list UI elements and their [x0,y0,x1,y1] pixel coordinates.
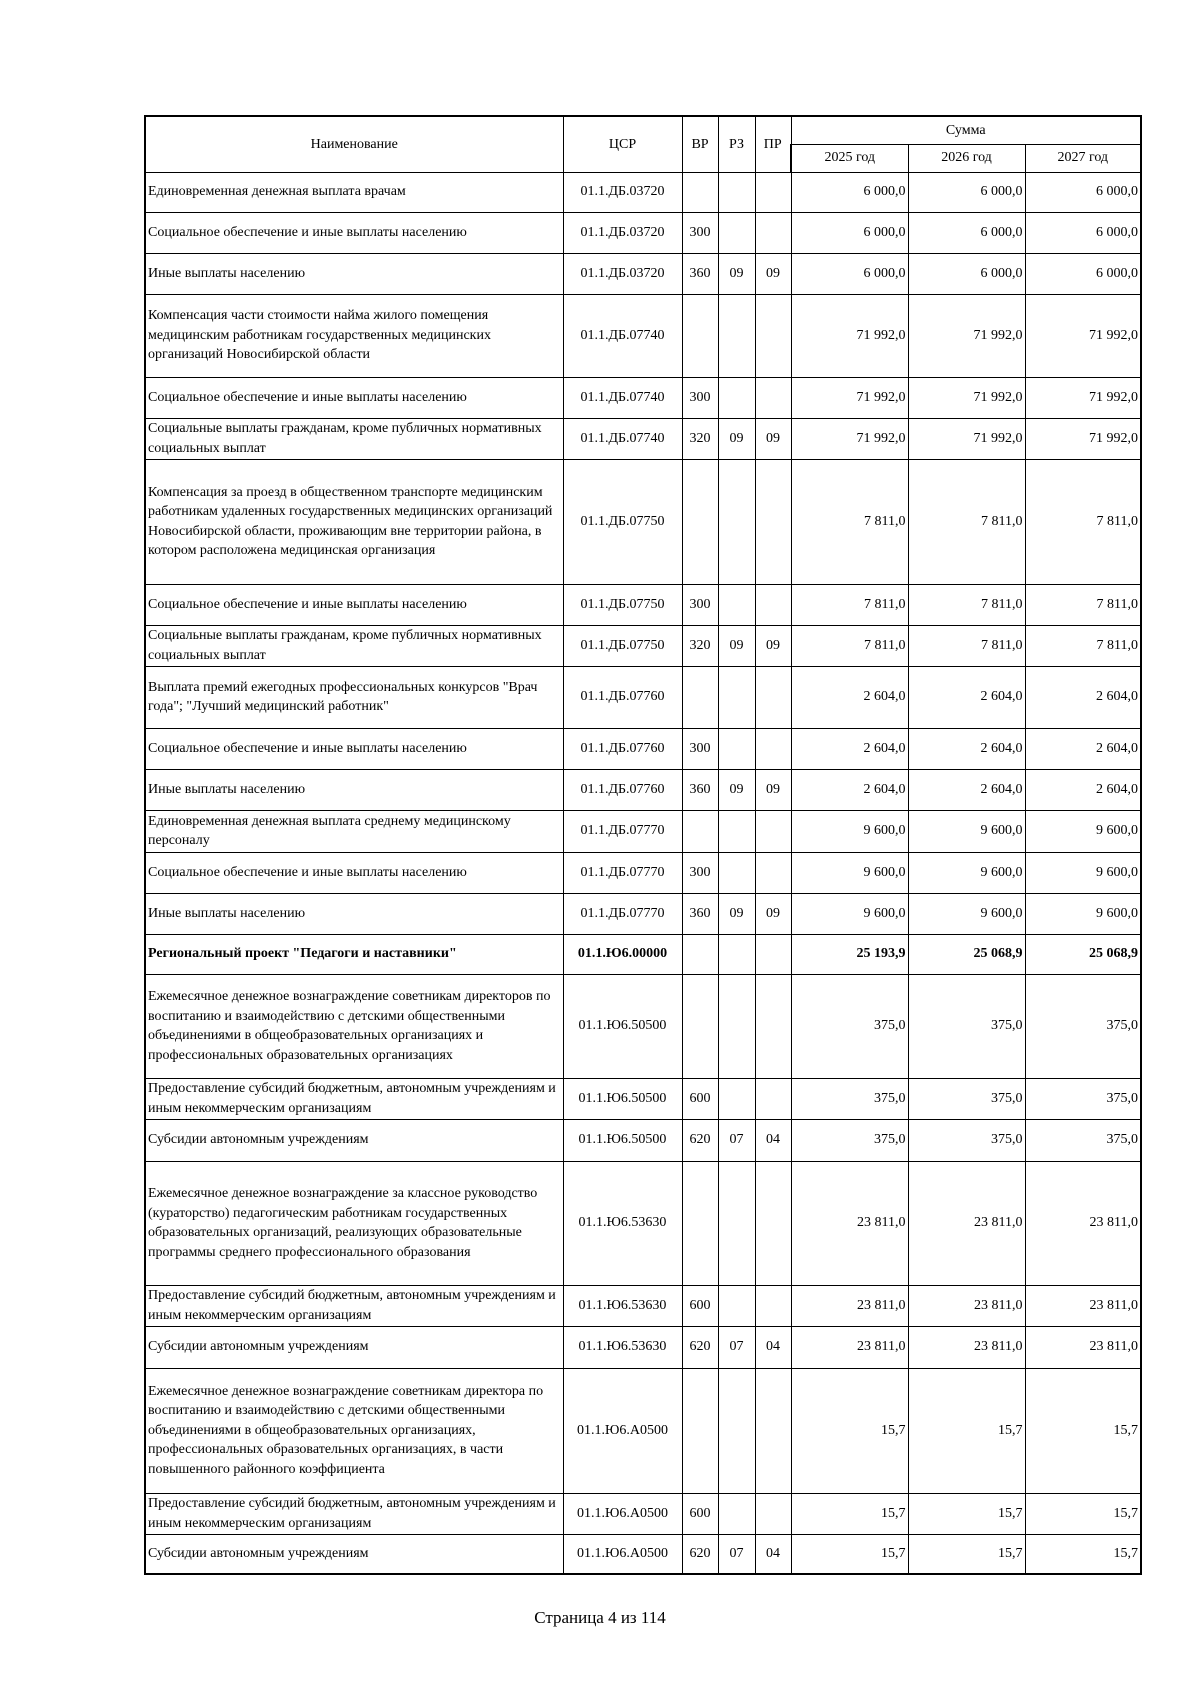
cell-name: Социальные выплаты гражданам, кроме публичных нормативных социальных выплат [145,418,563,459]
cell-2026: 9 600,0 [908,810,1025,852]
cell-vr [682,172,718,212]
table-row [145,893,1141,934]
table-row [145,1534,1141,1574]
cell-2026: 15,7 [908,1493,1025,1534]
cell-csr: 01.1.ДБ.07760 [563,769,682,810]
cell-2027: 2 604,0 [1025,666,1141,728]
cell-2025: 7 811,0 [791,625,908,666]
cell-csr: 01.1.ДБ.07760 [563,728,682,769]
cell-2027: 71 992,0 [1025,418,1141,459]
cell-2026: 15,7 [908,1368,1025,1493]
cell-rz: 07 [718,1119,755,1161]
cell-name: Иные выплаты населению [145,893,563,934]
cell-vr: 300 [682,584,718,625]
table-row [145,1368,1141,1493]
cell-rz [718,810,755,852]
cell-2025: 9 600,0 [791,852,908,893]
cell-2025: 71 992,0 [791,294,908,377]
cell-rz [718,974,755,1078]
cell-rz [718,584,755,625]
cell-2026: 71 992,0 [908,418,1025,459]
cell-2027: 15,7 [1025,1368,1141,1493]
cell-2026: 9 600,0 [908,893,1025,934]
header-pr: ПР [755,116,791,172]
cell-pr [755,852,791,893]
cell-2026: 23 811,0 [908,1285,1025,1326]
cell-vr: 600 [682,1078,718,1119]
cell-pr [755,172,791,212]
cell-vr: 300 [682,212,718,253]
table-row [145,418,1141,459]
cell-csr: 01.1.ДБ.03720 [563,253,682,294]
cell-csr: 01.1.ДБ.07770 [563,852,682,893]
cell-2027: 7 811,0 [1025,625,1141,666]
cell-pr: 04 [755,1534,791,1574]
cell-name: Субсидии автономным учреждениям [145,1119,563,1161]
cell-2025: 25 193,9 [791,934,908,974]
cell-pr [755,934,791,974]
cell-2025: 23 811,0 [791,1326,908,1368]
cell-2027: 9 600,0 [1025,810,1141,852]
cell-vr [682,934,718,974]
cell-2027: 23 811,0 [1025,1285,1141,1326]
header-sum: Сумма [791,116,1141,144]
cell-csr: 01.1.Ю6.А0500 [563,1368,682,1493]
cell-csr: 01.1.Ю6.53630 [563,1285,682,1326]
cell-pr [755,1493,791,1534]
cell-name: Предоставление субсидий бюджетным, автономным учреждениям и иным некоммерческим организациям [145,1078,563,1119]
cell-name: Единовременная денежная выплата врачам [145,172,563,212]
cell-name: Иные выплаты населению [145,769,563,810]
cell-rz: 09 [718,769,755,810]
cell-2025: 23 811,0 [791,1161,908,1285]
cell-2025: 15,7 [791,1534,908,1574]
cell-2027: 6 000,0 [1025,253,1141,294]
cell-2025: 6 000,0 [791,212,908,253]
cell-2027: 375,0 [1025,974,1141,1078]
cell-csr: 01.1.ДБ.07770 [563,810,682,852]
budget-table [144,115,1142,1575]
cell-csr: 01.1.ДБ.07760 [563,666,682,728]
cell-2027: 23 811,0 [1025,1161,1141,1285]
table-row [145,253,1141,294]
cell-2026: 71 992,0 [908,377,1025,418]
cell-csr: 01.1.Ю6.50500 [563,1078,682,1119]
header-year-2027: 2027 год [1025,144,1141,172]
cell-vr: 320 [682,418,718,459]
cell-vr: 360 [682,893,718,934]
cell-csr: 01.1.ДБ.07750 [563,625,682,666]
cell-2027: 71 992,0 [1025,294,1141,377]
cell-2025: 7 811,0 [791,584,908,625]
header-year-2026: 2026 год [908,144,1025,172]
cell-name: Социальное обеспечение и иные выплаты населению [145,377,563,418]
cell-2027: 15,7 [1025,1534,1141,1574]
cell-2026: 2 604,0 [908,728,1025,769]
cell-pr [755,1285,791,1326]
cell-2025: 23 811,0 [791,1285,908,1326]
cell-rz [718,172,755,212]
cell-2025: 6 000,0 [791,172,908,212]
cell-pr: 04 [755,1326,791,1368]
cell-2027: 6 000,0 [1025,172,1141,212]
table-row [145,625,1141,666]
cell-vr [682,810,718,852]
cell-name: Субсидии автономным учреждениям [145,1534,563,1574]
cell-2026: 9 600,0 [908,852,1025,893]
page-footer: Страница 4 из 114 [534,1608,666,1627]
cell-csr: 01.1.ДБ.07740 [563,418,682,459]
cell-vr: 320 [682,625,718,666]
cell-2026: 2 604,0 [908,666,1025,728]
cell-pr [755,974,791,1078]
table-row [145,1493,1141,1534]
cell-2026: 25 068,9 [908,934,1025,974]
cell-rz [718,1493,755,1534]
cell-pr: 09 [755,769,791,810]
table-row [145,172,1141,212]
cell-2026: 6 000,0 [908,212,1025,253]
cell-csr: 01.1.ДБ.03720 [563,172,682,212]
header-vr: ВР [682,116,718,172]
cell-2025: 7 811,0 [791,459,908,584]
table-row [145,974,1141,1078]
cell-rz [718,1368,755,1493]
cell-csr: 01.1.ДБ.07740 [563,294,682,377]
cell-2027: 7 811,0 [1025,584,1141,625]
cell-2026: 23 811,0 [908,1161,1025,1285]
cell-pr [755,459,791,584]
table-row [145,728,1141,769]
cell-2025: 9 600,0 [791,810,908,852]
cell-pr: 04 [755,1119,791,1161]
cell-pr [755,810,791,852]
cell-2026: 7 811,0 [908,459,1025,584]
cell-rz [718,852,755,893]
cell-name: Иные выплаты населению [145,253,563,294]
table-body [145,172,1141,1574]
cell-name: Субсидии автономным учреждениям [145,1326,563,1368]
cell-2025: 71 992,0 [791,377,908,418]
cell-2026: 6 000,0 [908,253,1025,294]
cell-2026: 375,0 [908,974,1025,1078]
cell-csr: 01.1.ДБ.07770 [563,893,682,934]
cell-vr [682,459,718,584]
cell-rz: 07 [718,1534,755,1574]
cell-rz: 09 [718,625,755,666]
cell-name: Ежемесячное денежное вознаграждение советникам директора по воспитанию и взаимодействию с детскими общественными объединениями в общеобразовательных организациях, профессиональных образовательных организациях, в части повышенного районного коэффициента [145,1368,563,1493]
cell-2025: 15,7 [791,1493,908,1534]
cell-csr: 01.1.Ю6.00000 [563,934,682,974]
cell-vr: 300 [682,852,718,893]
cell-2025: 9 600,0 [791,893,908,934]
cell-rz [718,1078,755,1119]
cell-2027: 6 000,0 [1025,212,1141,253]
cell-2027: 2 604,0 [1025,728,1141,769]
cell-csr: 01.1.ДБ.03720 [563,212,682,253]
cell-vr: 360 [682,253,718,294]
cell-name: Ежемесячное денежное вознаграждение советникам директоров по воспитанию и взаимодействию с детскими общественными объединениями в общеобразовательных организациях и профессиональных образовательных организациях [145,974,563,1078]
cell-rz [718,1285,755,1326]
cell-name: Региональный проект "Педагоги и наставники" [145,934,563,974]
cell-vr [682,974,718,1078]
cell-rz: 07 [718,1326,755,1368]
cell-vr: 600 [682,1285,718,1326]
cell-2027: 23 811,0 [1025,1326,1141,1368]
table-header [145,116,1141,172]
cell-vr [682,294,718,377]
cell-name: Ежемесячное денежное вознаграждение за классное руководство (кураторство) педагогическим работникам государственных образовательных организаций, реализующих образовательные программы среднего профессионального образования [145,1161,563,1285]
table-row [145,1285,1141,1326]
cell-vr: 620 [682,1534,718,1574]
cell-rz: 09 [718,253,755,294]
cell-2027: 71 992,0 [1025,377,1141,418]
cell-pr: 09 [755,893,791,934]
cell-pr: 09 [755,418,791,459]
header-csr: ЦСР [563,116,682,172]
cell-2025: 2 604,0 [791,769,908,810]
cell-rz: 09 [718,418,755,459]
cell-vr: 300 [682,377,718,418]
cell-name: Предоставление субсидий бюджетным, автономным учреждениям и иным некоммерческим организациям [145,1285,563,1326]
cell-rz [718,459,755,584]
cell-2025: 375,0 [791,974,908,1078]
cell-2025: 2 604,0 [791,666,908,728]
cell-2026: 375,0 [908,1119,1025,1161]
table-row [145,459,1141,584]
cell-name: Компенсация части стоимости найма жилого помещения медицинским работникам государственных медицинских организаций Новосибирской области [145,294,563,377]
cell-csr: 01.1.ДБ.07750 [563,584,682,625]
cell-rz [718,934,755,974]
cell-csr: 01.1.Ю6.50500 [563,1119,682,1161]
table-row [145,212,1141,253]
cell-2026: 7 811,0 [908,625,1025,666]
cell-pr [755,212,791,253]
cell-2027: 375,0 [1025,1078,1141,1119]
table-row [145,377,1141,418]
table-row [145,852,1141,893]
cell-2027: 2 604,0 [1025,769,1141,810]
cell-pr [755,1078,791,1119]
cell-pr [755,584,791,625]
cell-2027: 9 600,0 [1025,852,1141,893]
cell-vr [682,666,718,728]
cell-pr [755,294,791,377]
cell-pr [755,1368,791,1493]
cell-csr: 01.1.Ю6.А0500 [563,1493,682,1534]
cell-2025: 375,0 [791,1078,908,1119]
cell-csr: 01.1.Ю6.53630 [563,1326,682,1368]
cell-name: Социальное обеспечение и иные выплаты населению [145,728,563,769]
header-name: Наименование [145,116,563,172]
cell-2026: 2 604,0 [908,769,1025,810]
cell-2026: 7 811,0 [908,584,1025,625]
cell-pr [755,728,791,769]
cell-csr: 01.1.Ю6.50500 [563,974,682,1078]
header-year-2025: 2025 год [791,144,908,172]
cell-name: Социальное обеспечение и иные выплаты населению [145,852,563,893]
header-rz: РЗ [718,116,755,172]
table-row [145,584,1141,625]
cell-2027: 375,0 [1025,1119,1141,1161]
cell-vr: 360 [682,769,718,810]
cell-vr [682,1161,718,1285]
cell-vr: 620 [682,1119,718,1161]
cell-2026: 71 992,0 [908,294,1025,377]
cell-rz [718,377,755,418]
cell-pr [755,377,791,418]
cell-pr [755,666,791,728]
cell-name: Выплата премий ежегодных профессиональных конкурсов "Врач года"; "Лучший медицинский работник" [145,666,563,728]
cell-2025: 375,0 [791,1119,908,1161]
cell-2025: 15,7 [791,1368,908,1493]
cell-vr [682,1368,718,1493]
cell-name: Предоставление субсидий бюджетным, автономным учреждениям и иным некоммерческим организациям [145,1493,563,1534]
table-row [145,1161,1141,1285]
cell-name: Компенсация за проезд в общественном транспорте медицинским работникам удаленных государственных медицинских организаций Новосибирской области, проживающим вне территории района, в котором расположена медицинская организация [145,459,563,584]
cell-2026: 15,7 [908,1534,1025,1574]
table-row [145,294,1141,377]
cell-csr: 01.1.ДБ.07750 [563,459,682,584]
cell-2025: 2 604,0 [791,728,908,769]
cell-2027: 7 811,0 [1025,459,1141,584]
table-row [145,769,1141,810]
cell-csr: 01.1.Ю6.53630 [563,1161,682,1285]
table-row [145,810,1141,852]
table-row [145,934,1141,974]
cell-2026: 6 000,0 [908,172,1025,212]
cell-rz: 09 [718,893,755,934]
cell-csr: 01.1.Ю6.А0500 [563,1534,682,1574]
cell-2026: 375,0 [908,1078,1025,1119]
cell-rz [718,666,755,728]
cell-name: Социальное обеспечение и иные выплаты населению [145,212,563,253]
cell-name: Единовременная денежная выплата среднему медицинскому персоналу [145,810,563,852]
cell-csr: 01.1.ДБ.07740 [563,377,682,418]
cell-name: Социальное обеспечение и иные выплаты населению [145,584,563,625]
cell-rz [718,212,755,253]
cell-2026: 23 811,0 [908,1326,1025,1368]
cell-rz [718,294,755,377]
cell-name: Социальные выплаты гражданам, кроме публичных нормативных социальных выплат [145,625,563,666]
cell-2027: 15,7 [1025,1493,1141,1534]
cell-pr [755,1161,791,1285]
table-row [145,1119,1141,1161]
cell-2027: 9 600,0 [1025,893,1141,934]
cell-vr: 620 [682,1326,718,1368]
cell-pr: 09 [755,253,791,294]
cell-2025: 6 000,0 [791,253,908,294]
cell-rz [718,1161,755,1285]
table-row [145,1326,1141,1368]
table-row [145,1078,1141,1119]
table-row [145,666,1141,728]
cell-vr: 300 [682,728,718,769]
cell-vr: 600 [682,1493,718,1534]
cell-2025: 71 992,0 [791,418,908,459]
cell-rz [718,728,755,769]
cell-2027: 25 068,9 [1025,934,1141,974]
cell-pr: 09 [755,625,791,666]
